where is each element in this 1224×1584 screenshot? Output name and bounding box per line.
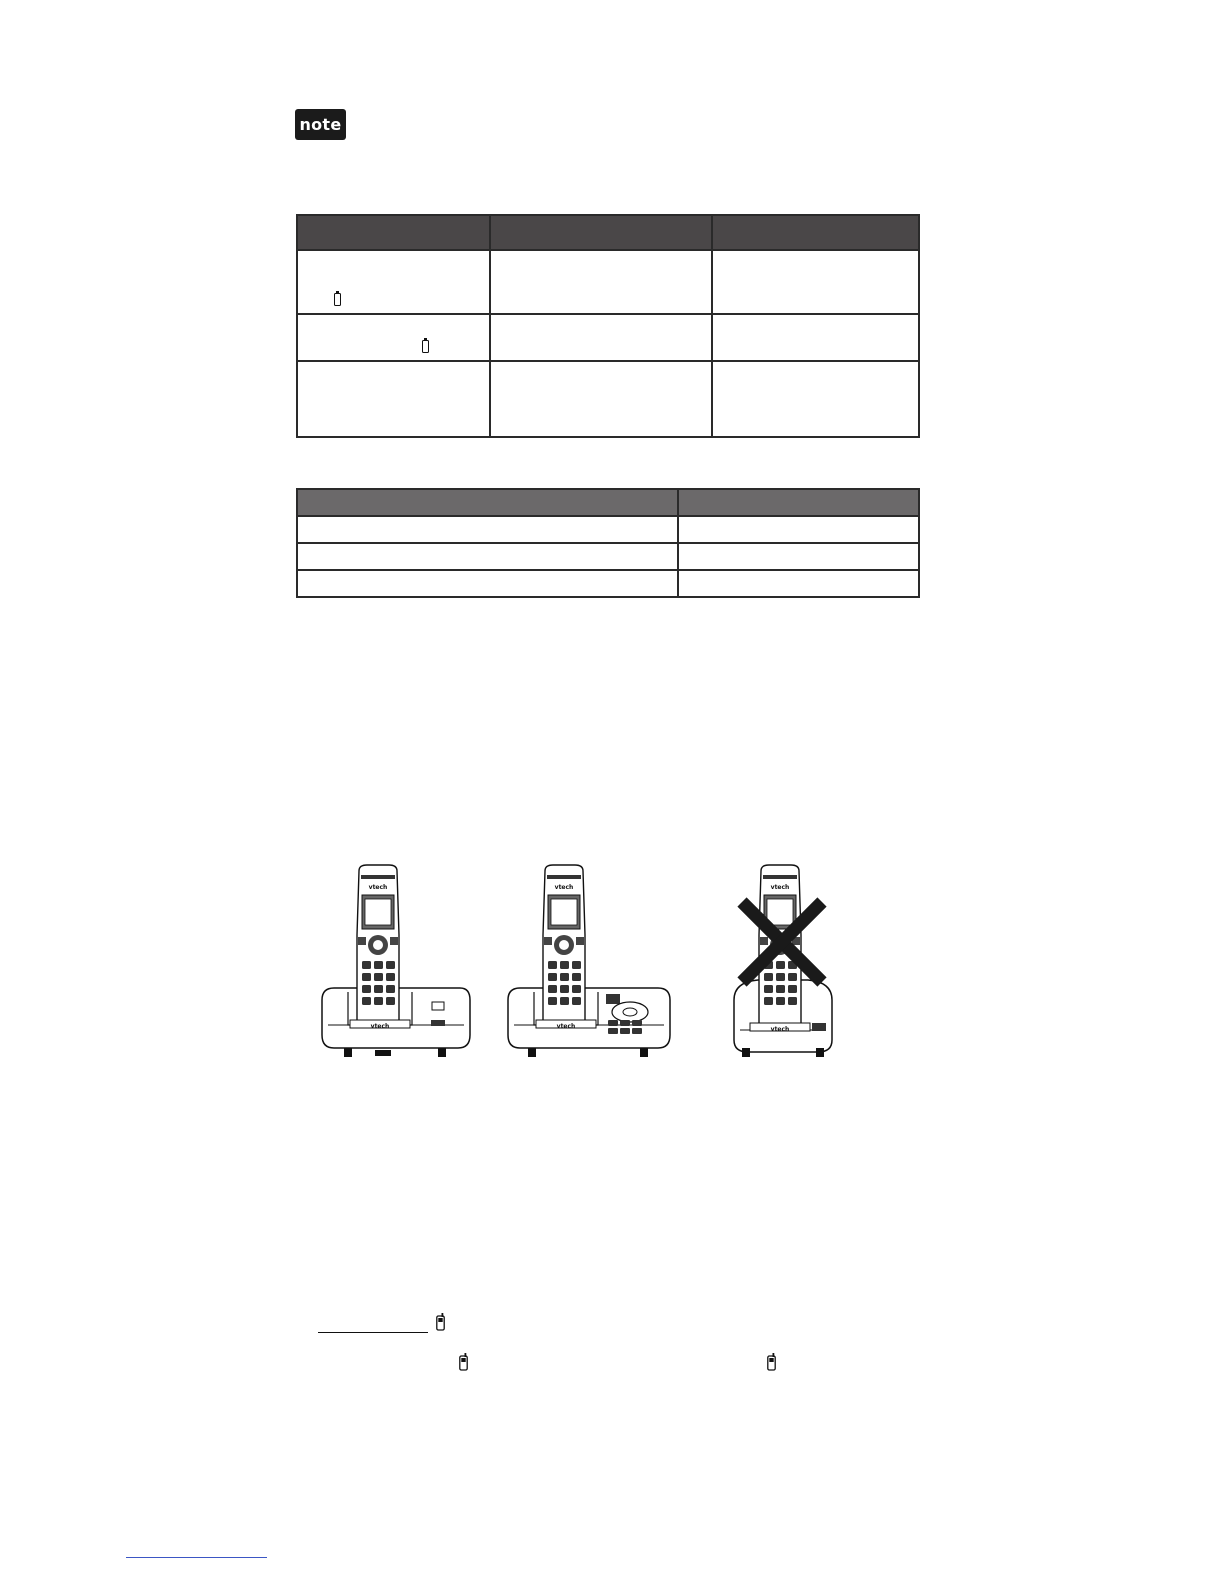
- handset-in-charger: [322, 865, 470, 1057]
- table-cell: [297, 314, 490, 361]
- handset-icon: [436, 1313, 445, 1331]
- info-table: [296, 488, 920, 598]
- table-row: [297, 570, 919, 597]
- footer-link-underline[interactable]: [126, 1557, 267, 1558]
- battery-outline-icon: [334, 293, 341, 306]
- table-cell: [490, 361, 712, 437]
- table-header-row: [297, 215, 919, 250]
- table-row: [297, 516, 919, 543]
- handset-icon: [767, 1353, 776, 1371]
- table-header-cell: [490, 215, 712, 250]
- table-cell: [678, 516, 919, 543]
- table-cell: [490, 250, 712, 314]
- svg-text:vtech: vtech: [770, 1026, 790, 1033]
- table-row: [297, 361, 919, 437]
- table-header-cell: [678, 489, 919, 516]
- handset-improperly-placed: [734, 865, 832, 1057]
- table-header-row: [297, 489, 919, 516]
- table-header-cell: [297, 215, 490, 250]
- table-cell: [490, 314, 712, 361]
- table-cell: [297, 516, 678, 543]
- table-row: [297, 314, 919, 361]
- battery-status-table: [296, 214, 920, 438]
- table-cell: [712, 250, 919, 314]
- table-header-cell: [297, 489, 678, 516]
- svg-text:vtech: vtech: [556, 1023, 576, 1030]
- table-cell: [678, 543, 919, 570]
- table-cell: [678, 570, 919, 597]
- underlined-text-rule: [318, 1332, 428, 1333]
- table-row: [297, 543, 919, 570]
- note-badge: note: [295, 109, 346, 140]
- table-cell: [297, 543, 678, 570]
- table-header-cell: [712, 215, 919, 250]
- table-cell: [297, 250, 490, 314]
- table-cell: [297, 361, 490, 437]
- battery-outline-icon: [422, 340, 429, 353]
- handset-icon: [459, 1353, 468, 1371]
- table-row: [297, 250, 919, 314]
- handset-illustrations: vtech vtech vtech vtech: [320, 860, 840, 1065]
- table-cell: [297, 570, 678, 597]
- handset-in-telephone-base: [508, 865, 670, 1057]
- svg-text:vtech: vtech: [370, 1023, 390, 1030]
- table-cell: [712, 314, 919, 361]
- table-cell: [712, 361, 919, 437]
